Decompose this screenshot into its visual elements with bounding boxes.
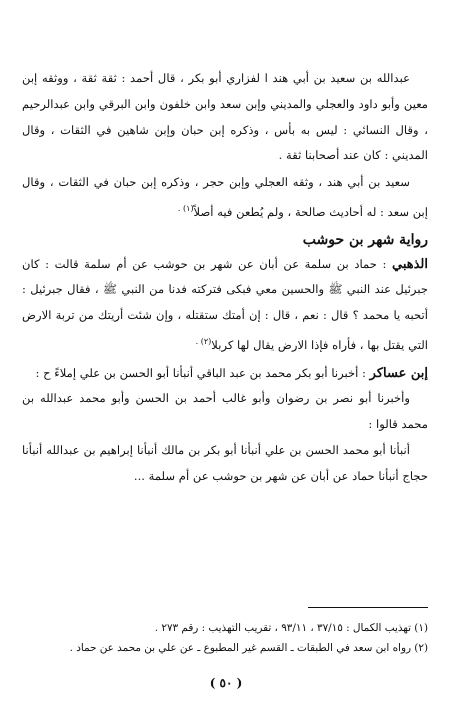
section-heading: رواية شهر بن حوشب [302,231,428,248]
source-label-asakir: إبن عساكر [369,365,428,381]
paragraph-saeed [22,170,428,225]
footnote-1: (١) تهذيب الكمال : ٣٧/١٥ ، ٩٣/١١ ، تقريب التهذيب : رقم ٢٧٣ . [154,622,428,634]
footnote-separator [308,607,428,608]
paragraph-asakir-text: : أخبرنا أبو بكر محمد بن عبد الباقي أنبأنا أبو الحسن بن علي إملاءً ح : [35,365,366,380]
paragraph-asakir [22,361,428,387]
page-number: ( ٥٠ ) [209,676,243,690]
paragraph-dhahabi-text: : حماد بن سلمة عن أبان عن شهر بن حوشب عن أم سلمة قالت : كان جبرئيل عند النبي ﷺ والحسين معي فبكى فتركته فدنا من النبي ﷺ ، فقال جبرئيل : أتحبه يا محمد ؟ قال : نعم ، قال : إن أمتك ستقتله ، وإن شئت أريتك من تربة الارض التي يقتل بها ، فأراه فإذا الارض يقال لها كربلا [22,256,428,352]
footnotes [22,618,428,658]
source-label-dhahabi: الذهبي [391,256,428,272]
paragraph-saeed-text: سعيد بن أبي هند ، وثقه العجلي وإبن حجر ، وذكره إبن حبان في الثقات ، وقال إبن سعد : له أحاديث صالحة ، ولم يُطعن فيه أصلاً [22,175,428,219]
paragraph-anba: أنبأنا أبو محمد الحسن بن علي أنبأنا أبو بكر بن مالك أنبأنا إبراهيم بن عبدالله أنبأنا حجاج أنبأنا حماد عن أبان عن شهر بن حوشب عن أم سلمة ... [22,443,428,483]
paragraph-dhahabi [22,252,428,359]
main-text-block [22,66,428,490]
footnote-ref-1: (١) . [177,203,194,213]
paragraph-akhbarana: وأخبرنا أبو نصر بن رضوان وأبو غالب أحمد بن الحسن وأبو محمد عبدالله بن محمد قالوا : [22,391,428,432]
paragraph-abdullah: عبدالله بن سعيد بن أبي هند ا لفزاري أبو بكر ، قال أحمد : ثقة ثقة ، ووثقه إبن معين وأبو داود والعجلي والمديني وإبن سعد وابن خلفون وابن البرقي وابن عبدالرحيم ، وقال النسائي : ليس به بأس ، وذكره إبن حبان وإبن شاهين في الثقات ، وقال المديني : كان عند أصحابنا ثقة . [22,71,428,163]
footnote-2: (٢) رواه ابن سعد في الطبقات ـ القسم غير المطبوع ـ عن علي بن محمد عن حماد . [69,642,428,654]
footnote-ref-2: (٢) . [195,337,212,347]
